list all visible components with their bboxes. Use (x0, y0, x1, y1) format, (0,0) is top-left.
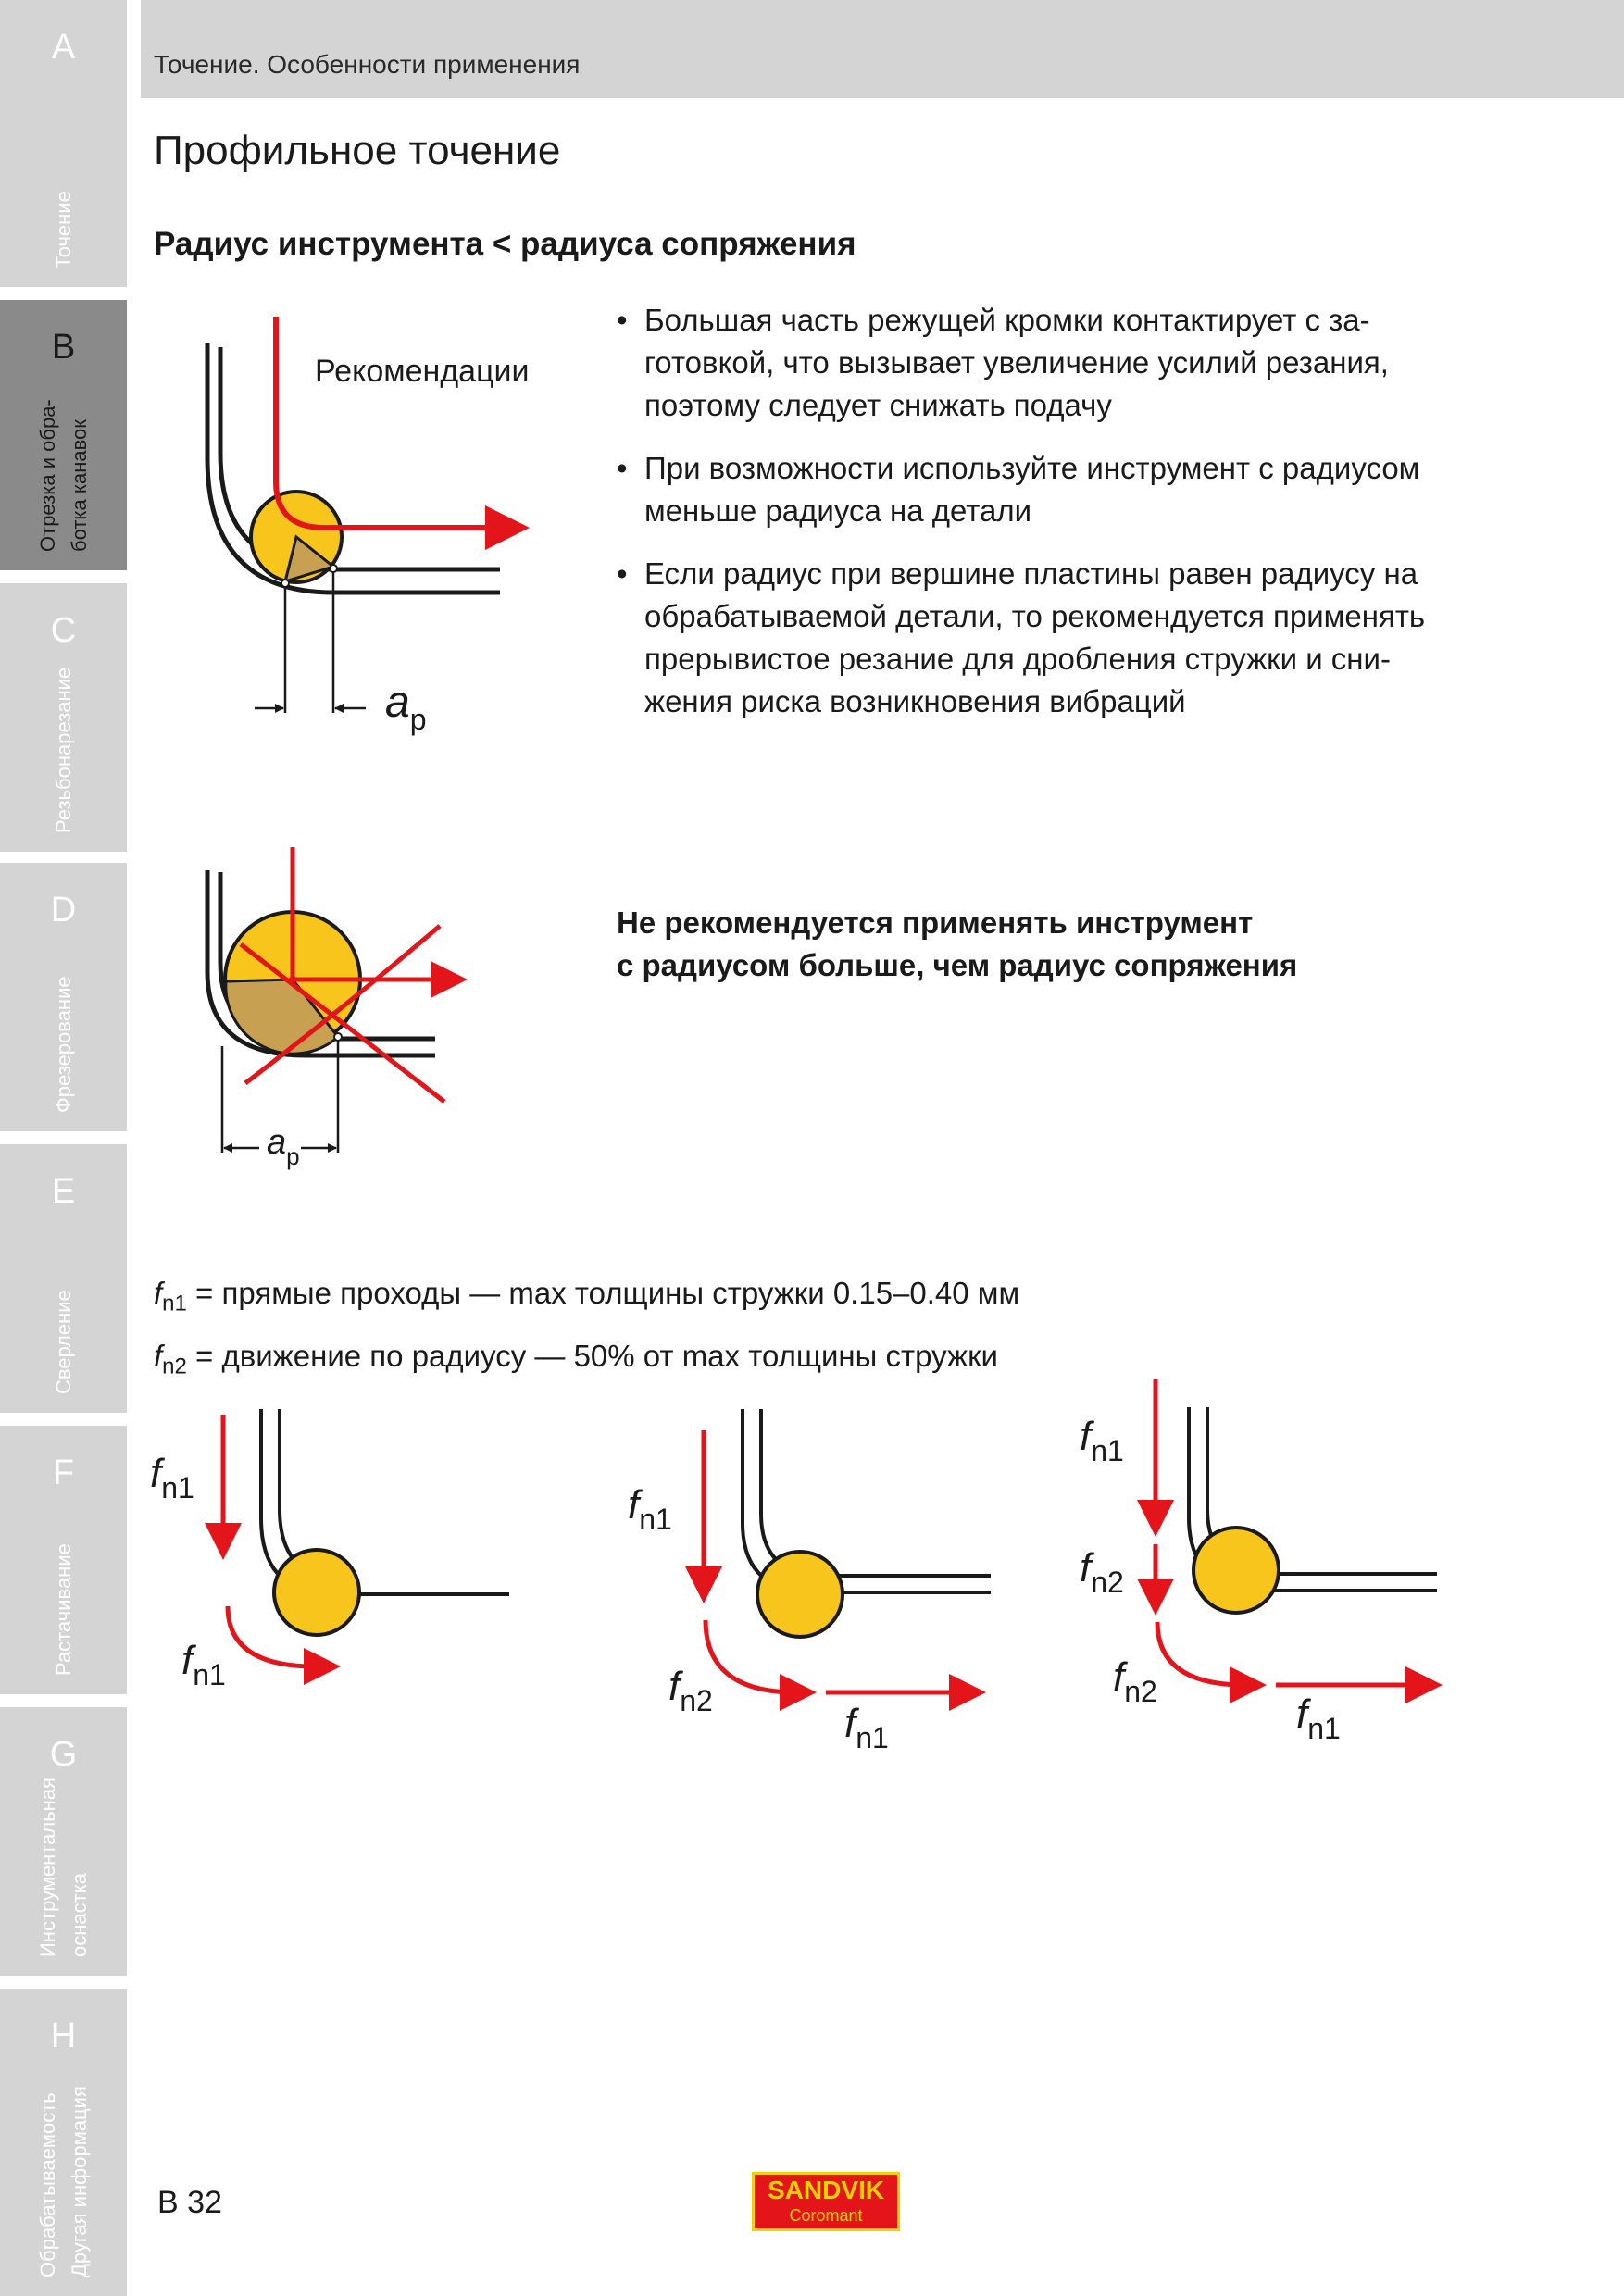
section-header-text: Точение. Особенности применения (154, 50, 581, 79)
svg-text:fn2: $f_{n2}$ (1113, 1654, 1157, 1708)
svg-text:fn2: $f_{n2}$ (668, 1664, 713, 1717)
tab-f[interactable] (0, 1426, 127, 1694)
subtitle: Радиус инструмента < радиуса сопряжения (154, 226, 856, 262)
tab-g[interactable] (0, 1707, 127, 1976)
bullet-text: Если радиус при вершине пластины равен радиусу на обрабатываемой детали, то рекомендуется применять прерывистое резание для дробления стружки и сни- жения риска возникновения вибраций (644, 556, 1426, 718)
tab-label: Резьбонарезание (51, 667, 75, 833)
bullet-text: Большая часть режущей кромки контактирует с за- готовкой, что вызывает увеличение усилий резания, поэтому следует снижать подачу (644, 303, 1389, 422)
section-tabs (0, 0, 127, 2296)
ap-sub: p (286, 1142, 300, 1170)
formula-sub: n2 (162, 1354, 187, 1379)
tab-d[interactable] (0, 863, 127, 1131)
tab-a[interactable] (0, 0, 127, 287)
section-header (141, 0, 1624, 98)
page-number: B 32 (157, 2185, 222, 2220)
tab-letter: B (51, 328, 76, 367)
tab-letter: E (51, 1172, 76, 1211)
tab-letter: C (50, 611, 77, 650)
formula-symbol: f (154, 1276, 163, 1310)
ap-main: a (385, 678, 410, 727)
formula-text: = движение по радиусу — 50% от max толщины стружки (186, 1339, 998, 1373)
tab-label: Сверление (51, 1290, 75, 1394)
ap-label (267, 1123, 300, 1170)
feed-diagram-3 (1074, 1379, 1463, 1759)
sandvik-logo (752, 2172, 900, 2231)
svg-text:fn2: $f_{n2}$ (1080, 1545, 1124, 1599)
feed-diagram-2 (620, 1398, 1009, 1768)
ap-sub: p (409, 703, 427, 736)
tab-b[interactable] (0, 300, 127, 570)
tab-letter: H (50, 2016, 77, 2055)
logo-line1: SANDVIK (767, 2176, 884, 2204)
insert-yellow-circle (274, 1550, 359, 1635)
tab-label: Инструментальная оснастка (35, 1778, 91, 1957)
insert-yellow-circle (1193, 1528, 1279, 1613)
svg-text:fn1: $f_{n1}$ (1296, 1691, 1341, 1745)
bullet-item (617, 299, 1524, 427)
svg-text:fn1: $f_{n1}$ (181, 1638, 226, 1691)
tab-label: Растачивание (51, 1543, 75, 1676)
formula-text: = прямые проходы — max толщины стружки 0.15–0.40 мм (186, 1276, 1020, 1310)
svg-text:fn1: $f_{n1}$ (150, 1451, 194, 1504)
tab-letter: D (50, 891, 77, 930)
bullet-item (617, 553, 1524, 723)
tab-letter: F (52, 1454, 75, 1492)
ap-main: a (267, 1123, 287, 1162)
svg-text:fn1: $f_{n1}$ (844, 1701, 889, 1754)
tab-label: Фрезерование (51, 976, 75, 1113)
bullet-marker: • (617, 451, 628, 485)
svg-text:fn1: $f_{n1}$ (628, 1482, 672, 1536)
formula-fn1 (154, 1276, 1019, 1317)
formula-sub: n1 (162, 1291, 187, 1316)
bullet-marker: • (617, 303, 628, 337)
tab-letter: G (49, 1735, 78, 1774)
warning-text: Не рекомендуется применять инструмент с радиусом больше, чем радиус сопряжения (617, 905, 1298, 982)
tab-label: Точение (51, 191, 75, 268)
recommendation-label: Рекомендации (315, 354, 530, 389)
feed-arrow-fn2 (1157, 1622, 1257, 1685)
tab-letter: A (51, 28, 76, 67)
formula-symbol: f (154, 1339, 163, 1373)
feed-diagram-1 (139, 1398, 528, 1731)
tab-h[interactable] (0, 1989, 127, 2296)
tab-label: Обрабатываемость Другая информация (35, 2086, 91, 2277)
ap-label (385, 678, 427, 736)
tab-c[interactable] (0, 583, 127, 852)
insert-yellow-circle (757, 1552, 843, 1637)
tab-label: Отрезка и обра- ботка канавок (35, 399, 91, 552)
page-title: Профильное точение (154, 128, 561, 173)
tab-e[interactable] (0, 1144, 127, 1413)
formula-fn2 (154, 1339, 998, 1380)
svg-text:fn1: $f_{n1}$ (1080, 1414, 1124, 1467)
bullet-list (617, 299, 1524, 743)
not-recommended-diagram (204, 842, 481, 1176)
bullet-marker: • (617, 556, 628, 591)
recommended-diagram (204, 306, 574, 750)
bullet-text: При возможности используйте инструмент с радиусом меньше радиуса на детали (644, 451, 1420, 528)
logo-line2: Coromant (789, 2206, 863, 2225)
bullet-item (617, 447, 1524, 532)
